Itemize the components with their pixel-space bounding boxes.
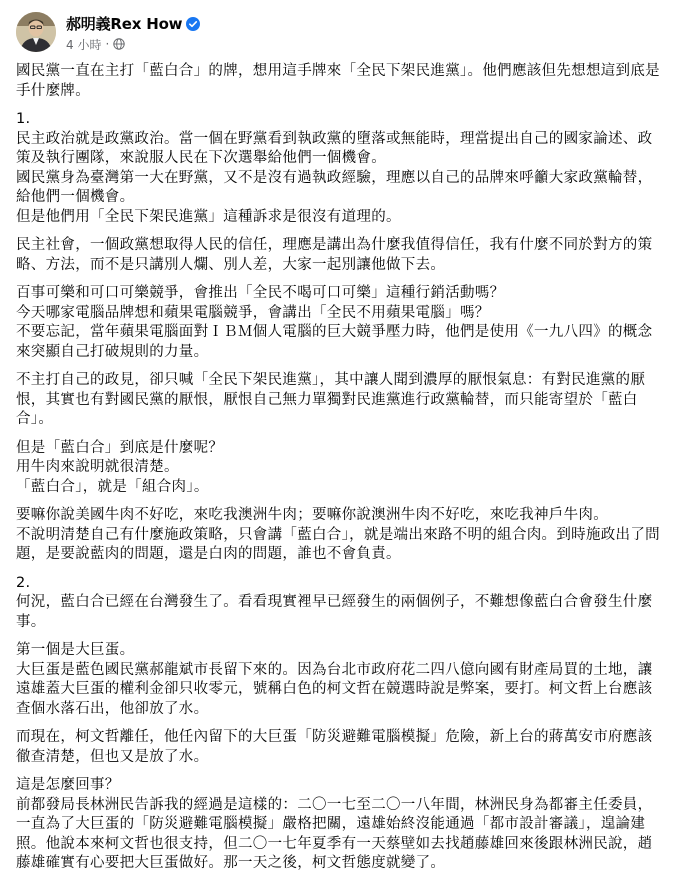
meta-separator: · [105,37,110,51]
post-paragraph: 1. 民主政治就是政黨政治。當一個在野黨看到執政黨的墮落或無能時，理當提出自己的國家論述、政策及執行團隊，來說服人民在下次選舉給他們一個機會。 國民黨身為臺灣第一大在野黨，又不是沒有過執政經驗，理應以自己的品牌來呼籲大家政黨輪替，給他們一個機會。 但是他們用「全民下架民進黨」這種訴求是很沒有道理的。 [16,111,653,225]
post-paragraph: 2. 何況，藍白合已經在台灣發生了。看看現實裡早已經發生的兩個例子，不難想像藍白合會發生什麼事。 [16,574,653,630]
post-timestamp-link[interactable]: 4 小時 [66,37,102,52]
post-paragraph: 但是「藍白合」到底是什麼呢？ 用牛肉來說明就很清楚。 「藍白合」，就是「組合肉」。 [16,439,224,495]
post-paragraph: 第一個是大巨蛋。 大巨蛋是藍色國民黨郝龍斌市長留下來的。因為台北市政府花二四八億向國有財產局買的土地，讓遠雄蓋大巨蛋的權利金卻只收零元，號稱白色的柯文哲在競選時說是弊案，要打。柯文哲上台應該查個水落石出，他卻放了水。 [16,642,653,717]
verified-badge-icon [186,16,200,30]
post-paragraph: 不主打自己的政見，卻只喊「全民下架民進黨」，其中讓人聞到濃厚的厭恨氣息：有對民進黨的厭恨，其實也有對國民黨的厭恨，厭恨自己無力單獨對民進黨進行政黨輪替，而只能寄望於「藍白合」。 [16,372,646,427]
author-name-link[interactable]: 郝明義Rex How [66,14,183,33]
post-paragraph: 這是怎麼回事？ 前都發局長林洲民告訴我的經過是這樣的：二〇一七至二〇一八年間，林洲民身為都審主任委員，一直為了大巨蛋的「防災避難電腦模擬」嚴格把關，遠雄始終沒能通過「都市設計審議」，遑論建照。他說本來柯文哲也很支持，但二〇一七年夏季有一天蔡壁如去找趙藤雄回來後跟林洲民說，趙藤雄確實有心要把大巨蛋做好。那一天之後，柯文哲態度就變了。 [16,777,653,871]
post-meta [66,35,200,53]
author-row [66,12,200,34]
post-paragraph: 要嘛你說美國牛肉不好吃，來吃我澳洲牛肉；要嘛你說澳洲牛肉不好吃，來吃我神戶牛肉。 不說明清楚自己有什麼施政策略，只會講「藍白合」，就是端出來路不明的組合肉。到時施政出了問題，是要說藍肉的問題，還是白肉的問題，誰也不會負責。 [16,507,660,562]
globe-icon[interactable] [113,38,125,50]
post-paragraph: 而現在，柯文哲離任，他任內留下的大巨蛋「防災避難電腦模擬」危險，新上台的蔣萬安市府應該徹查清楚，但也又是放了水。 [16,729,653,765]
post-paragraph: 國民黨一直在主打「藍白合」的牌，想用這手牌來「全民下架民進黨」。他們應該但先想想這到底是手什麼牌。 [16,63,660,99]
post-paragraph: 民主社會，一個政黨想取得人民的信任，理應是講出為什麼我值得信任，我有什麼不同於對方的策略、方法，而不是只講別人爛、別人差，大家一起別讓他做下去。 [16,237,653,273]
post-paragraph: 百事可樂和可口可樂競爭，會推出「全民不喝可口可樂」這種行銷活動嗎？ 今天哪家電腦品牌想和蘋果電腦競爭，會講出「全民不用蘋果電腦」嗎？ 不要忘記，當年蘋果電腦面對ＩＢＭ個人電腦的巨大競爭壓力時，他們是使用《一九八四》的概念來突顯自己打破規則的力量。 [16,285,653,360]
author-block [66,12,200,53]
post-body [16,62,664,871]
post-header [16,12,656,56]
profile-avatar-icon[interactable] [16,12,56,52]
